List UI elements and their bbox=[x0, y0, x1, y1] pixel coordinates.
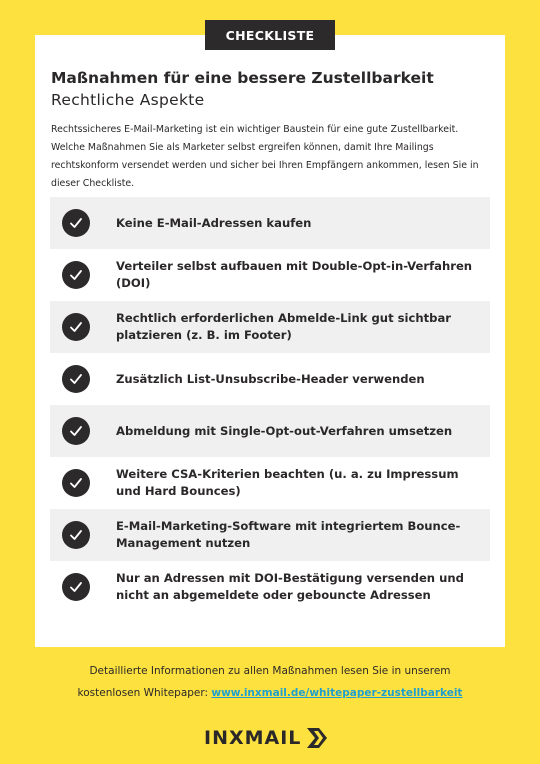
checklist-item bbox=[50, 509, 490, 561]
checkmark-icon bbox=[62, 261, 90, 289]
checklist-item-text: Abmeldung mit Single-Opt-out-Verfahren umsetzen bbox=[116, 423, 453, 438]
footer-line-2-prefix: kostenlosen Whitepaper: bbox=[77, 687, 212, 699]
checklist bbox=[50, 197, 490, 613]
checklist-item-text: Nur an Adressen mit DOI-Bestätigung versenden und nicht an abgemeldete oder gebouncte Adressen bbox=[116, 571, 464, 602]
checkmark-icon bbox=[62, 521, 90, 549]
inxmail-logo-mark-icon bbox=[305, 726, 335, 750]
checklist-card bbox=[35, 35, 505, 647]
checklist-badge: CHECKLISTE bbox=[205, 20, 335, 50]
checklist-item bbox=[50, 457, 490, 509]
logo-wordmark: INXMAIL bbox=[204, 727, 302, 749]
page-title: Maßnahmen für eine bessere Zustellbarkeit bbox=[51, 69, 434, 87]
footer-line-2 bbox=[0, 682, 540, 704]
checklist-item-text: Keine E-Mail-Adressen kaufen bbox=[116, 215, 312, 230]
checklist-item-text: E-Mail-Marketing-Software mit integriertem Bounce-Management nutzen bbox=[116, 519, 461, 550]
checkmark-icon bbox=[62, 573, 90, 601]
checklist-item-text: Weitere CSA-Kriterien beachten (u. a. zu Impressum und Hard Bounces) bbox=[116, 467, 459, 498]
checklist-item-text: Verteiler selbst aufbauen mit Double-Opt-in-Verfahren (DOI) bbox=[116, 259, 473, 290]
checklist-item bbox=[50, 353, 490, 405]
checklist-item bbox=[50, 301, 490, 353]
checkmark-icon bbox=[62, 469, 90, 497]
checklist-item-text: Rechtlich erforderlichen Abmelde-Link gut sichtbar platzieren (z. B. im Footer) bbox=[116, 311, 452, 342]
checkmark-icon bbox=[62, 209, 90, 237]
page-subtitle: Rechtliche Aspekte bbox=[51, 91, 205, 109]
inxmail-logo bbox=[204, 724, 335, 752]
intro-paragraph: Rechtssicheres E-Mail-Marketing ist ein wichtiger Baustein für eine gute Zustellbarkeit. Welche Maßnahmen Sie als Marketer selbst ergreifen können, damit Ihre Mailings rechtskonform versendet werden und sicher bei Ihren Empfängern ankommen, lesen Sie in dieser Checkliste. bbox=[51, 124, 479, 189]
checklist-item bbox=[50, 405, 490, 457]
footer-line-1: Detaillierte Informationen zu allen Maßnahmen lesen Sie in unserem bbox=[89, 665, 451, 677]
checklist-item bbox=[50, 561, 490, 613]
checklist-item bbox=[50, 197, 490, 249]
checkmark-icon bbox=[62, 313, 90, 341]
checklist-item-text: Zusätzlich List-Unsubscribe-Header verwenden bbox=[116, 371, 425, 386]
checkmark-icon bbox=[62, 365, 90, 393]
checklist-item bbox=[50, 249, 490, 301]
checkmark-icon bbox=[62, 417, 90, 445]
footer-note bbox=[0, 660, 540, 704]
whitepaper-link[interactable]: www.inxmail.de/whitepaper-zustellbarkeit bbox=[211, 687, 463, 699]
